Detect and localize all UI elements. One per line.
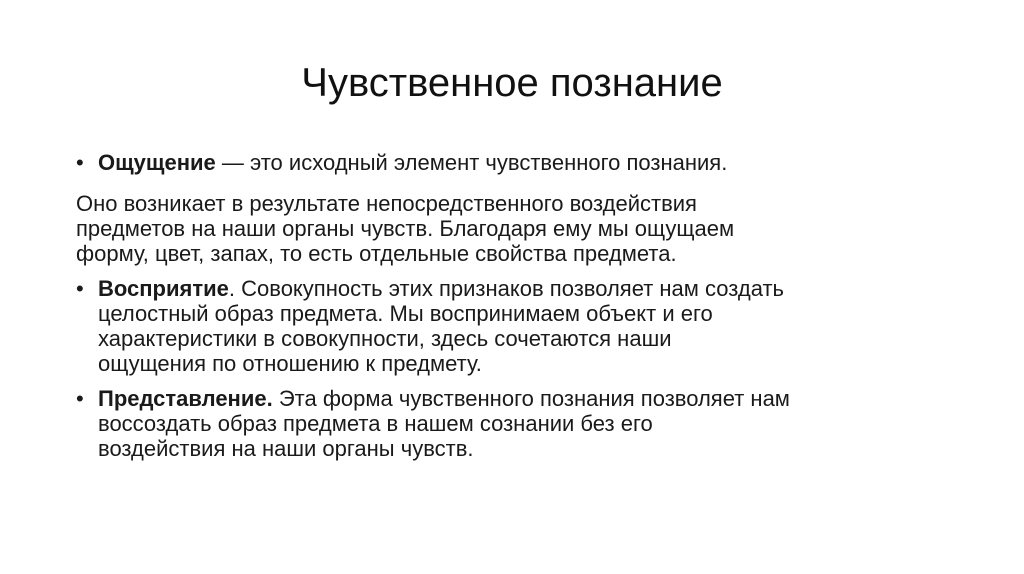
bullet-dot-icon: • — [76, 276, 84, 301]
perception-line: ощущения по отношению к предмету. — [98, 351, 482, 376]
paragraph-line: Оно возникает в результате непосредственного воздействия — [76, 191, 697, 216]
paragraph-line: предметов на наши органы чувств. Благодаря ему мы ощущаем — [76, 216, 735, 241]
perception-line: характеристики в совокупности, здесь сочетаются наши — [98, 326, 672, 351]
paragraph-line: форму, цвет, запах, то есть отдельные свойства предмета. — [76, 241, 677, 266]
slide-title: Чувственное познание — [301, 61, 723, 105]
representation-text: Эта форма чувственного познания позволяет нам — [272, 386, 790, 411]
representation-first-line — [98, 386, 976, 411]
bullet-item-perception — [76, 276, 976, 376]
perception-first-line — [98, 276, 976, 301]
term-sensation: Ощущение — [98, 150, 216, 175]
perception-line: целостный образ предмета. Мы воспринимаем объект и его — [98, 301, 713, 326]
bullet-dot-icon: • — [76, 150, 84, 175]
sensation-definition: — это исходный элемент чувственного познания. — [215, 150, 728, 175]
slide-content — [76, 150, 976, 461]
term-perception: Восприятие — [98, 276, 229, 301]
bullet-item-sensation — [76, 150, 976, 175]
bullet-item-representation — [76, 386, 976, 461]
bullet-dot-icon: • — [76, 386, 84, 411]
perception-text: . Совокупность этих признаков позволяет нам создать — [228, 276, 784, 301]
paragraph-sensation-detail — [76, 191, 976, 266]
term-representation: Представление. — [98, 386, 273, 411]
representation-line: воссоздать образ предмета в нашем сознании без его — [98, 411, 653, 436]
representation-line: воздействия на наши органы чувств. — [98, 436, 474, 461]
